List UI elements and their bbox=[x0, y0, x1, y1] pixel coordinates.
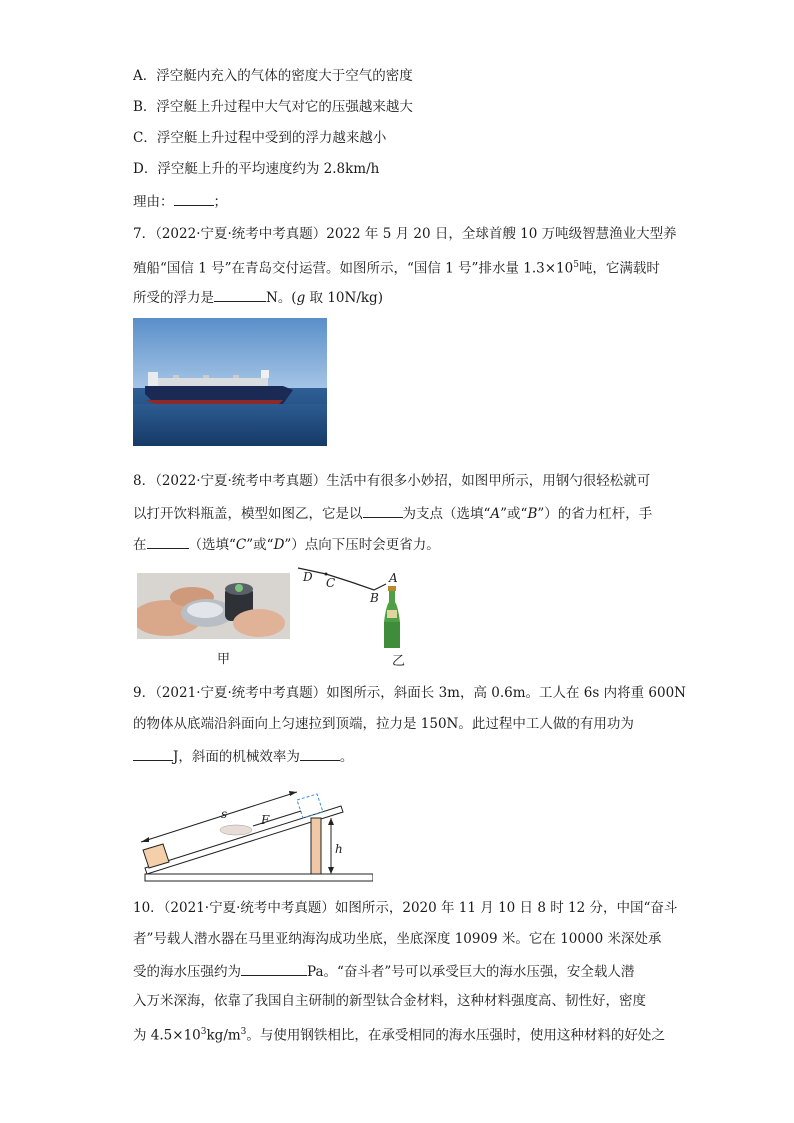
spoon-photo bbox=[137, 573, 290, 639]
label-f: F bbox=[261, 813, 270, 827]
q8-line-2-text: 以打开饮料瓶盖，模型如图乙，它是以 bbox=[133, 506, 363, 522]
q7-line-2-text: 殖船“国信 1 号”在青岛交付运营。如图所示，“国信 1 号”排水量 1.3×10 bbox=[133, 260, 574, 277]
q6-option-b: B．浮空艇上升过程中大气对它的压强越来越大 bbox=[133, 99, 413, 115]
q8-choice-c: C bbox=[235, 537, 247, 553]
q10-line-3-tail: Pa。“奋斗者”号可以承受巨大的海水压强，安全载人潜 bbox=[307, 964, 635, 980]
q7-exponent: 5 bbox=[573, 260, 579, 270]
q7-line-2-tail: 吨，它满载时 bbox=[578, 260, 660, 277]
q10-line-5-tail: 。与使用钢铁相比，在承受相同的海水压强时，使用这种材料的好处之 bbox=[246, 1027, 665, 1044]
q9-line-3-tail: 。 bbox=[339, 749, 354, 765]
q7-line-2 bbox=[133, 256, 660, 278]
caption-jia: 甲 bbox=[217, 652, 231, 667]
q10-density-unit: kg/m bbox=[206, 1027, 241, 1044]
q8-line-3-text: 在 bbox=[133, 537, 147, 553]
q8-line-3-or: ”或“ bbox=[246, 537, 274, 553]
q10-line-2: 者”号载人潜水器在马里亚纳海沟成功坐底，坐底深度 10909 米。它在 10000 米深处承 bbox=[133, 931, 662, 947]
q10-unit-exponent: 3 bbox=[240, 1027, 247, 1037]
q6-reason-blank[interactable] bbox=[174, 191, 214, 206]
label-h: h bbox=[335, 842, 343, 856]
label-d: D bbox=[303, 570, 313, 584]
q10-line-3-text: 受的海水压强约为 bbox=[133, 964, 241, 980]
q10-pressure-blank[interactable] bbox=[241, 961, 307, 976]
q6-reason bbox=[133, 191, 227, 211]
q8-fulcrum-blank[interactable] bbox=[363, 503, 403, 518]
q8-line-2-choice-open: 为支点（选填“ bbox=[402, 506, 491, 522]
ship-photo bbox=[133, 318, 327, 446]
q8-choice-a: A bbox=[490, 506, 501, 522]
q6-option-c: C．浮空艇上升过程中受到的浮力越来越小 bbox=[133, 130, 387, 146]
q8-line-2 bbox=[133, 503, 652, 523]
q9-line-3 bbox=[133, 746, 353, 766]
q8-line-3-choice-open: （选填“ bbox=[188, 537, 236, 553]
q6-reason-suffix: ； bbox=[213, 194, 227, 210]
q9-line-2: 的物体从底端沿斜面向上匀速拉到顶端，拉力是 150N。此过程中工人做的有用功为 bbox=[133, 716, 634, 732]
q7-g-value: 取 10N/kg) bbox=[305, 290, 383, 306]
q10-line-1: 10．（2021·宁夏·统考中考真题）如图所示，2020 年 11 月 10 日 8 时 12 分，中国“奋斗 bbox=[133, 900, 678, 916]
caption-yi: 乙 bbox=[392, 654, 406, 669]
q7-line-3 bbox=[133, 287, 383, 307]
q10-density-exponent: 3 bbox=[200, 1027, 207, 1037]
lever-diagram bbox=[296, 560, 416, 648]
q6-reason-prefix: 理由： bbox=[133, 194, 174, 210]
q10-density-value: 为 4.5×10 bbox=[133, 1027, 201, 1044]
q9-line-3-text: J，斜面的机械效率为 bbox=[173, 749, 300, 765]
q9-line-1: 9．（2021·宁夏·统考中考真题）如图所示，斜面长 3m，高 0.6m。工人在 6s 内将重 600N bbox=[133, 685, 686, 701]
label-s: s bbox=[221, 807, 228, 821]
q8-line-1: 8．（2022·宁夏·统考中考真题）生活中有很多小妙招，如图甲所示，用钢勺很轻松就可 bbox=[133, 473, 651, 489]
q6-option-d: D．浮空艇上升的平均速度约为 2.8km/h bbox=[133, 161, 380, 177]
q7-unit: N。( bbox=[266, 290, 297, 306]
q9-useful-work-blank[interactable] bbox=[133, 746, 173, 761]
label-b: B bbox=[370, 591, 379, 605]
q7-line-3-text: 所受的浮力是 bbox=[133, 290, 214, 306]
q8-line-2-tail: ”）的省力杠杆，手 bbox=[537, 506, 653, 522]
q6-option-a: A．浮空艇内充入的气体的密度大于空气的密度 bbox=[133, 68, 413, 84]
q9-efficiency-blank[interactable] bbox=[300, 746, 340, 761]
q8-choice-b: B bbox=[527, 506, 538, 522]
q8-choice-d: D bbox=[273, 537, 285, 553]
q8-line-3 bbox=[133, 534, 440, 554]
q7-g-symbol: g bbox=[296, 290, 306, 306]
incline-diagram bbox=[133, 778, 373, 884]
q10-line-5 bbox=[133, 1023, 665, 1045]
q7-answer-blank[interactable] bbox=[214, 287, 266, 302]
q10-line-4: 入万米深海，依靠了我国自主研制的新型钛合金材料，这种材料强度高、韧性好，密度 bbox=[133, 993, 646, 1009]
q10-line-3 bbox=[133, 961, 634, 981]
q7-line-1: 7．（2022·宁夏·统考中考真题）2022 年 5 月 20 日，全球首艘 10 万吨级智慧渔业大型养 bbox=[133, 226, 677, 242]
label-a: A bbox=[389, 571, 398, 585]
q8-line-3-tail: ”）点向下压时会更省力。 bbox=[284, 537, 440, 553]
label-c: C bbox=[326, 576, 336, 590]
q8-line-2-or: ”或“ bbox=[500, 506, 528, 522]
q8-point-blank[interactable] bbox=[147, 534, 189, 549]
